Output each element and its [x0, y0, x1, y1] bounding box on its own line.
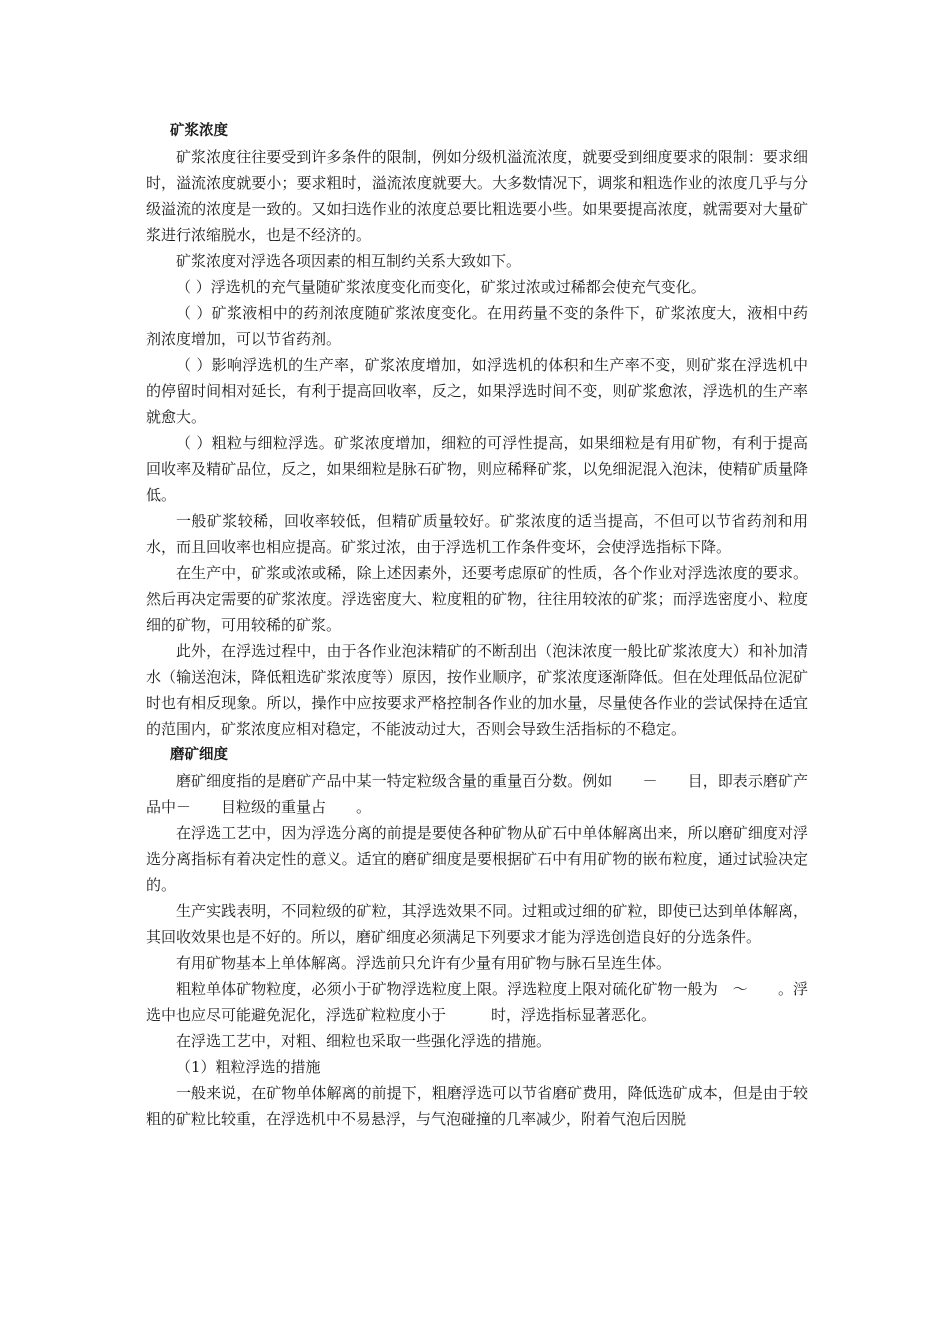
- list-item: （ ）粗粒与细粒浮选。矿浆浓度增加，细粒的可浮性提高，如果细粒是有用矿物，有利于提高回收率及精矿品位，反之，如果细粒是脉石矿物，则应稀释矿浆，以免细泥混入泡沫，使精矿质量降低。: [146, 434, 808, 504]
- section-heading-grinding-fineness: 磨矿细度: [170, 747, 228, 763]
- paragraph: 在浮选工艺中，对粗、细粒也采取一些强化浮选的措施。: [176, 1032, 552, 1050]
- paragraph: 一般来说，在矿物单体解离的前提下，粗磨浮选可以节省磨矿费用，降低选矿成本，但是由于较粗的矿粒比较重，在浮选机中不易悬浮，与气泡碰撞的几率减少，附着气泡后因脱: [146, 1084, 808, 1128]
- paragraph: 在浮选工艺中，因为浮选分离的前提是要使各种矿物从矿石中单体解离出来，所以磨矿细度对浮选分离指标有着决定性的意义。适宜的磨矿细度是要根据矿石中有用矿物的嵌布粒度，通过试验决定的。: [146, 824, 808, 894]
- list-item: （ ）浮选机的充气量随矿浆浓度变化而变化，矿浆过浓或过稀都会使充气变化。: [176, 278, 706, 296]
- subheading: （1）粗粒浮选的措施: [176, 1058, 321, 1076]
- list-item: （ ）影响浮选机的生产率，矿浆浓度增加，如浮选机的体积和生产率不变，则矿浆在浮选机中的停留时间相对延长，有利于提高回收率，反之，如果浮选时间不变，则矿浆愈浓，浮选机的生产率就愈大。: [146, 356, 808, 426]
- paragraph: 矿浆浓度往往要受到许多条件的限制，例如分级机溢流浓度，就要受到细度要求的限制：要求细时，溢流浓度就要小；要求粗时，溢流浓度就要大。大多数情况下，调浆和粗选作业的浓度几乎与分级溢流的浓度是一致的。又如扫选作业的浓度总要比粗选要小些。如果要提高浓度，就需要对大量矿浆进行浓缩脱水，也是不经济的。: [146, 148, 808, 244]
- section-heading-pulp-density: 矿浆浓度: [170, 123, 228, 139]
- paragraph: 有用矿物基本上单体解离。浮选前只允许有少量有用矿物与脉石呈连生体。: [176, 954, 672, 972]
- paragraph: 在生产中，矿浆或浓或稀，除上述因素外，还要考虑原矿的性质，各个作业对浮选浓度的要求。然后再决定需要的矿浆浓度。浮选密度大、粒度粗的矿物，往往用较浓的矿浆；而浮选密度小、粒度细的矿物，可用较稀的矿浆。: [146, 564, 808, 634]
- document-page: [146, 118, 808, 1132]
- paragraph: 粗粒单体矿物粒度，必须小于矿物浮选粒度上限。浮选粒度上限对硫化矿物一般为 ～ 。浮选中也应尽可能避免泥化，浮选矿粒粒度小于 时，浮选指标显著恶化。: [146, 980, 808, 1024]
- paragraph: 磨矿细度指的是磨矿产品中某一特定粒级含量的重量百分数。例如 － 目，即表示磨矿产品中－ 目粒级的重量占 。: [146, 772, 808, 816]
- paragraph: 生产实践表明，不同粒级的矿粒，其浮选效果不同。过粗或过细的矿粒，即使已达到单体解离，其回收效果也是不好的。所以，磨矿细度必须满足下列要求才能为浮选创造良好的分选条件。: [146, 902, 808, 946]
- list-item: （ ）矿浆液相中的药剂浓度随矿浆浓度变化。在用药量不变的条件下，矿浆浓度大，液相中药剂浓度增加，可以节省药剂。: [146, 304, 808, 348]
- paragraph: 矿浆浓度对浮选各项因素的相互制约关系大致如下。: [176, 252, 522, 270]
- paragraph: 一般矿浆较稀，回收率较低，但精矿质量较好。矿浆浓度的适当提高，不但可以节省药剂和用水，而且回收率也相应提高。矿浆过浓，由于浮选机工作条件变坏，会使浮选指标下降。: [146, 512, 808, 556]
- paragraph: 此外，在浮选过程中，由于各作业泡沫精矿的不断刮出（泡沫浓度一般比矿浆浓度大）和补加清水（输送泡沫，降低粗选矿浆浓度等）原因，按作业顺序，矿浆浓度逐渐降低。但在处理低品位泥矿时也有相反现象。所以，操作中应按要求严格控制各作业的加水量，尽量使各作业的尝试保持在适宜的范围内，矿浆浓度应相对稳定，不能波动过大，否则会导致生活指标的不稳定。: [146, 642, 808, 738]
